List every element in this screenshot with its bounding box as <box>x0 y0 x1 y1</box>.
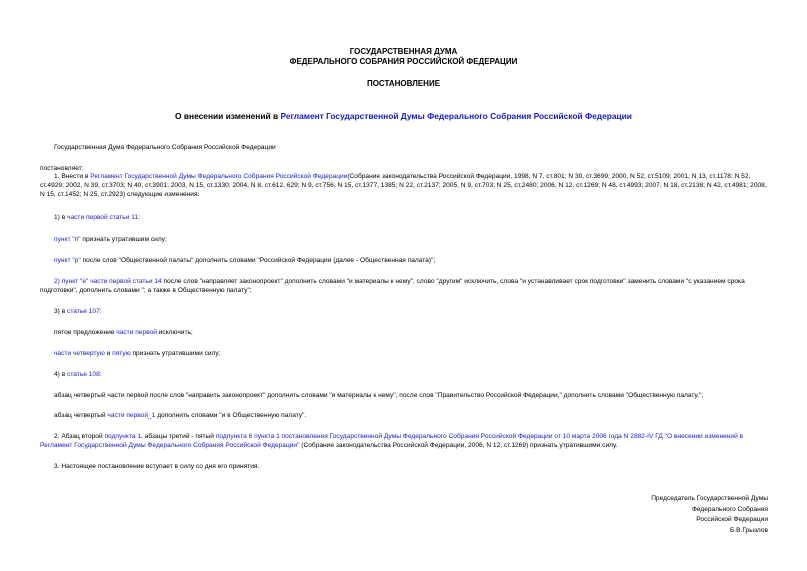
p2-link-1[interactable]: подпункта 1 <box>104 433 142 440</box>
subitem-3b <box>54 349 768 358</box>
header-line-1: ГОСУДАРСТВЕННАЯ ДУМА <box>349 47 458 56</box>
s3a-text: исключить; <box>156 329 193 336</box>
subitem-4a: абзац четвертый части первой после слов "направить законопроект" дополнить словами "и материалы к нему", после слов "Правительство Российской Федерации," дополнить словами "Общественную палату,"; <box>54 392 704 399</box>
document-title <box>0 111 807 121</box>
decrees-line: постановляет: <box>40 165 84 172</box>
signature-line-3: Российской Федерации <box>696 516 768 523</box>
title-prefix: О внесении изменений в <box>175 111 281 121</box>
signature-line-1: Председатель Государственной Думы <box>651 495 768 502</box>
s3b-link-1[interactable]: части четвертую <box>54 350 105 357</box>
s1b-link[interactable]: пункт "р" <box>54 257 81 264</box>
subitem-1b <box>54 256 768 265</box>
s3b-text: признать утратившими силу; <box>130 350 221 357</box>
s4b-link[interactable]: части первой_1 <box>107 412 156 419</box>
p2-text: (Собрание законодательства Российской Федерации, 2006, N 12, ст.1269) признать утратившими силу. <box>299 442 618 449</box>
subitem-3a <box>54 328 768 337</box>
s4-prefix: 4) в <box>54 371 68 378</box>
paragraph-1 <box>40 172 768 199</box>
s3a-prefix: пятое предложение <box>54 329 117 336</box>
s1b-text: после слов "Общественной палаты" дополнить словами "Российской Федерации (далее - Общественная палата)"; <box>80 257 436 264</box>
p2-link-2[interactable]: подпункта 6 пункта 1 постановления Государственной Думы Федерального Собрания Российской Федерации от 10 марта 2006 года N 2882-IV ГД "О внесении изменений в Регламент Государственной Думы Федерального Собрания Российской Федерации" <box>40 433 744 449</box>
s1a-link[interactable]: пункт "п" <box>54 236 81 243</box>
s1-prefix: 1) в <box>54 214 68 221</box>
signature-block <box>568 494 768 536</box>
document-type: ПОСТАНОВЛЕНИЕ <box>366 79 441 88</box>
subitem-1a <box>54 235 768 244</box>
header-line-2: ФЕДЕРАЛЬНОГО СОБРАНИЯ РОССИЙСКОЙ ФЕДЕРАЦИИ <box>289 57 518 66</box>
s1-suffix: : <box>138 214 140 221</box>
s3-link[interactable]: статье 107 <box>67 308 100 315</box>
p1-text: (Собрание законодательства Российской Федерации, 1998, N 7, ст.801; N 30, ст.3699; 2000, N 52, ст.5109; 2001, N 13, ст.1178; N 52, ст.4929; 2002, N 39, ст.3703; N 40, ст.3901; 2003, N 15, ст.1330; 2004, N 8, ст.612, 629; N 9, ст.756; N 15, ст.1377, 1385; N 22, ст.2137; 2005, N 9, ст.703; N 25, ст.2480; 2006, N 12, ст.1269; N 48, ст.4993; 2007, N 18, ст.2138; N 42, ст.4981; 2008, N 15, ст.1452; N 25, ст.2923) следующие изменения: <box>40 173 767 198</box>
signature-name: Б.В.Грызлов <box>729 526 768 534</box>
issuer-line: Государственная Дума Федерального Собрания Российской Федерации <box>54 144 276 151</box>
s4-suffix: : <box>99 371 102 378</box>
p2-prefix: 2. Абзац второй <box>54 433 105 440</box>
s1a-text: признать утратившим силу; <box>80 236 167 243</box>
p1-prefix: 1. Внести в <box>54 173 91 180</box>
p2-mid: , абзацы третий - пятый <box>141 433 216 440</box>
s3b-mid: и <box>104 350 113 357</box>
title-link-reglament[interactable]: Регламент Государственной Думы Федерального Собрания Российской Федерации <box>280 111 632 121</box>
paragraph-2 <box>40 432 768 450</box>
s4-link[interactable]: статье 108 <box>67 371 100 378</box>
subitem-3 <box>54 307 768 316</box>
subitem-4b <box>54 411 768 420</box>
s4b-prefix: абзац четвертый <box>54 412 108 419</box>
s2-link[interactable]: 2) пункт "е" части первой статьи 14 <box>54 278 162 285</box>
s3b-link-2[interactable]: пятую <box>112 350 131 357</box>
p1-link-reglament[interactable]: Регламент Государственной Думы Федерального Собрания Российской Федерации <box>90 173 348 180</box>
subitem-2 <box>40 277 768 295</box>
s1-link[interactable]: части первой статьи 11 <box>67 214 139 221</box>
subitem-4 <box>54 370 768 379</box>
s3a-link[interactable]: части первой <box>116 329 157 336</box>
s3-suffix: : <box>99 308 102 315</box>
subitem-1 <box>54 213 768 222</box>
s4b-text: дополнить словами "и в Общественную палату". <box>155 412 307 419</box>
paragraph-3: 3. Настоящее постановление вступает в силу со дня его принятия. <box>54 463 260 470</box>
s2-text: после слов "направляет законопроект" дополнить словами "и материалы к нему", слово "другим" исключить, слова "и устанавливает срок подготовки" заменить словами "с указанием срока подготовки", дополнить словами "; а также в Общественную палату"; <box>40 278 745 294</box>
signature-line-2: Федерального Собрания <box>691 505 768 513</box>
s3-prefix: 3) в <box>54 308 68 315</box>
